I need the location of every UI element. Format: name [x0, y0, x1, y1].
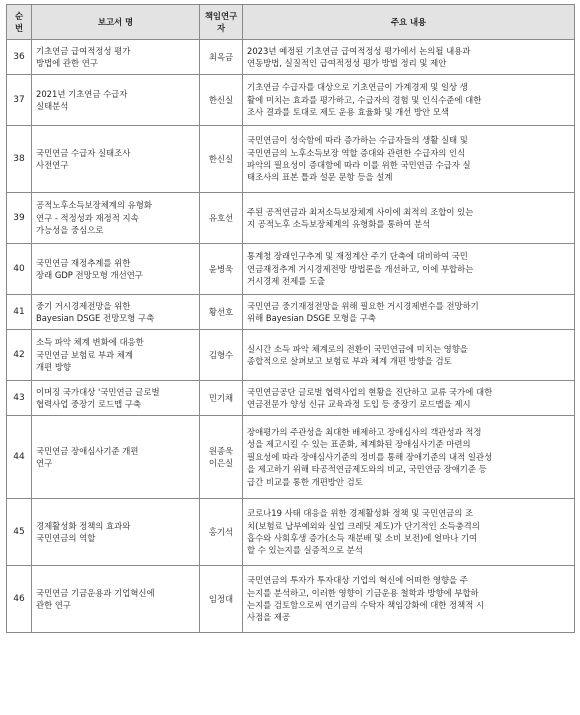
- table-header-row: [7, 5, 575, 40]
- report-summary-line: 활에 미치는 효과를 평가하고, 수급자의 경험 및 인식수준에 대한: [247, 94, 482, 105]
- header-number: 순번: [7, 5, 32, 40]
- table-row: [7, 566, 575, 633]
- report-summary-line: 2023년 예정된 기초연금 급여적정성 평가에서 논의될 내용과: [247, 45, 471, 56]
- report-table: [6, 4, 575, 633]
- report-summary-line: 주된 공적연금과 최저소득보장체계 사이에 최적의 조합이 있는: [247, 206, 474, 217]
- row-number: 36: [7, 40, 32, 75]
- report-summary-line: 연동방법, 실질적인 급여적정성 평가 방법 정리 및 제안: [247, 58, 447, 68]
- report-summary-line: 급간 비교를 통한 개편방안 검토: [247, 476, 363, 487]
- report-summary: [243, 499, 575, 566]
- report-author: [200, 416, 243, 499]
- report-summary-line: 는지를 검토함으로써 연기금의 수탁자 책임강화에 대한 정책적 시: [247, 600, 485, 610]
- table-row: [7, 499, 575, 566]
- report-author: [200, 193, 243, 244]
- report-summary-line: 국민연금 중기재정전망을 위해 필요한 거시경제변수를 전망하기: [247, 300, 479, 311]
- report-author-line: 민기채: [208, 392, 234, 403]
- report-summary: [243, 126, 575, 193]
- report-author: [200, 295, 243, 330]
- report-summary-line: 연금전문가 양성 신규 교육과정 도입 등 중장기 로드맵을 제시: [247, 399, 471, 409]
- table-row: [7, 295, 575, 330]
- report-summary-line: 는지를 분석하고, 이러한 영향이 기금운용 철학과 방향에 부합하: [247, 587, 479, 598]
- report-summary-line: 기초연금 수급자를 대상으로 기초연금이 가계경제 및 일상 생: [247, 82, 468, 93]
- report-title-line: 경제활성화 정책의 효과와: [36, 520, 131, 531]
- report-author-line: 홍기석: [208, 526, 234, 537]
- header-content: 주요 내용: [243, 5, 575, 40]
- report-summary-line: 국민연금의 투자가 투자대상 기업의 혁신에 어떠한 영향을 주: [247, 575, 468, 586]
- report-title: [32, 416, 200, 499]
- report-summary: [243, 295, 575, 330]
- report-summary-line: 국민연금의 노후소득보장 역할 증대와 관련한 수급자의 인식: [247, 147, 466, 158]
- report-summary-line: 지 공적노후 소득보장체계의 유형화를 통하여 분석: [247, 219, 431, 229]
- row-number: 40: [7, 244, 32, 295]
- report-title-line: 국민연금의 역할: [36, 533, 96, 543]
- row-number: 43: [7, 381, 32, 416]
- report-summary-line: 종합적으로 살펴보고 보험료 부과 체계 개편 방향을 검토: [247, 356, 452, 366]
- report-summary-line: 국민연금공단 글로벌 협력사업의 현황을 진단하고 교류 국가에 대한: [247, 386, 493, 397]
- report-title: [32, 330, 200, 381]
- report-author: [200, 330, 243, 381]
- report-author-line: 한신실: [208, 153, 234, 164]
- report-title-line: 국민연금 장애심사기준 개편: [36, 445, 139, 456]
- table-row: [7, 244, 575, 295]
- report-summary-line: 치(보험료 납부예외와 실업 크레딧 제도)가 단기적인 소득충격의: [247, 520, 480, 531]
- table-row: [7, 381, 575, 416]
- report-summary-line: 실시간 소득 파악 체계로의 전환이 국민연금에 미치는 영향을: [247, 343, 468, 354]
- report-title: [32, 193, 200, 244]
- report-title-line: 기초연금 급여적정성 평가: [36, 45, 131, 56]
- report-summary-line: 통계청 장래인구추계 및 재정계산 주기 단축에 대비하여 국민: [247, 251, 468, 262]
- report-title-line: 연구 - 적정성과 재정적 지속: [36, 212, 139, 223]
- report-summary-line: 파악의 필요성이 증대함에 따라 이를 위한 국민연금 수급자 실: [247, 160, 471, 170]
- report-author-line: 윤병욱: [208, 263, 234, 274]
- report-summary: [243, 244, 575, 295]
- report-summary-line: 을 제고하기 위해 타공적연금제도와의 비교, 국민연금 장애기준 등: [247, 464, 487, 475]
- report-title: [32, 40, 200, 75]
- report-summary: [243, 75, 575, 126]
- report-title: [32, 566, 200, 633]
- report-author: [200, 244, 243, 295]
- header-author: 책임연구자: [200, 5, 243, 40]
- report-summary-line: 할 수 있는지를 실증적으로 분석: [247, 545, 363, 556]
- report-title: [32, 499, 200, 566]
- report-summary-line: 장애평가의 주관성을 최대한 배제하고 장애심사의 객관성과 적정: [247, 426, 482, 437]
- report-summary-line: 국민연금이 성숙함에 따라 증가하는 수급자들의 생활 실태 및: [247, 135, 468, 146]
- row-number: 37: [7, 75, 32, 126]
- table-body: [7, 40, 575, 633]
- report-summary: [243, 381, 575, 416]
- report-title-line: 공적노후소득보장체계의 유형화: [36, 200, 152, 211]
- header-report-title: 보고서 명: [32, 5, 200, 40]
- table-row: [7, 126, 575, 193]
- report-author: [200, 566, 243, 633]
- report-summary-line: 태조사의 표본 틀과 설문 문항 등을 설계: [247, 172, 393, 183]
- report-summary-line: 사점을 제공: [247, 612, 291, 623]
- report-author: [200, 40, 243, 75]
- report-summary: [243, 40, 575, 75]
- report-title-line: 국민연금 재정추계를 위한: [36, 257, 131, 268]
- report-author-line: 한신실: [208, 94, 234, 105]
- report-summary-line: 필요성에 따라 장애심사기준의 정비를 통해 장애기준의 내적 일관성: [247, 451, 493, 462]
- row-number: 38: [7, 126, 32, 193]
- report-summary-line: 위해 Bayesian DSGE 모형을 구축: [247, 313, 376, 323]
- report-author: [200, 75, 243, 126]
- report-title-line: 중기 거시경제전망을 위한: [36, 300, 131, 311]
- report-title-line: 관한 연구: [36, 600, 72, 610]
- report-author-line: 유호선: [208, 212, 234, 223]
- report-title-line: 협력사업 중장기 로드맵 구축: [36, 399, 142, 409]
- report-author-line: 김형수: [208, 349, 234, 360]
- report-summary: [243, 330, 575, 381]
- report-summary: [243, 193, 575, 244]
- report-title: [32, 75, 200, 126]
- report-title-line: 개편 방향: [36, 362, 72, 373]
- report-author: [200, 381, 243, 416]
- report-summary-line: 흡수와 사회후생 증가(소득 재분배 및 소비 보전)에 얼마나 기여: [247, 533, 478, 543]
- report-table-container: [6, 4, 574, 633]
- report-author-line: 황선호: [208, 306, 234, 317]
- report-title: [32, 381, 200, 416]
- report-title-line: 사전연구: [36, 160, 69, 170]
- row-number: 41: [7, 295, 32, 330]
- report-author-line: 임정대: [208, 593, 234, 604]
- table-row: [7, 416, 575, 499]
- report-summary-line: 성을 제고시킬 수 있는 표준화, 체계화된 장애심사기준 마련의: [247, 439, 471, 450]
- table-row: [7, 40, 575, 75]
- report-title: [32, 244, 200, 295]
- table-row: [7, 193, 575, 244]
- report-title: [32, 126, 200, 193]
- report-title-line: Bayesian DSGE 전망모형 구축: [36, 313, 155, 323]
- report-title-line: 실태분석: [36, 101, 69, 111]
- report-title: [32, 295, 200, 330]
- report-author-line: 최옥금: [208, 51, 234, 62]
- report-summary: [243, 566, 575, 633]
- report-title-line: 2021년 기초연금 수급자: [36, 88, 128, 99]
- row-number: 45: [7, 499, 32, 566]
- report-title-line: 소득 파악 체계 변화에 대응한: [36, 337, 144, 348]
- row-number: 44: [7, 416, 32, 499]
- row-number: 42: [7, 330, 32, 381]
- report-summary-line: 연금재정추계 거시경제전망 방법론을 개선하고, 이에 부합하는: [247, 263, 474, 274]
- row-number: 39: [7, 193, 32, 244]
- report-author-line: 이은실: [208, 458, 234, 468]
- report-title-line: 연구: [36, 458, 53, 468]
- report-title-line: 가능성을 중심으로: [36, 225, 104, 236]
- report-author: [200, 126, 243, 193]
- report-title-line: 방법에 관한 연구: [36, 58, 98, 68]
- row-number: 46: [7, 566, 32, 633]
- report-title-line: 장래 GDP 전망모형 개선연구: [36, 270, 143, 280]
- report-summary-line: 코로나19 사태 대응을 위한 경제활성화 정책 및 국민연금의 조: [247, 508, 474, 519]
- report-summary-line: 거시경제 전제를 도출: [247, 276, 326, 287]
- table-row: [7, 75, 575, 126]
- report-title-line: 이머징 국가대상 '국민연금 글로벌: [36, 386, 160, 397]
- report-author-line: 원종욱: [208, 445, 234, 456]
- report-summary: [243, 416, 575, 499]
- table-row: [7, 330, 575, 381]
- report-summary-line: 조사 결과를 토대로 제도 운용 효율화 및 개선 방안 모색: [247, 107, 449, 118]
- report-title-line: 국민연금 보험료 부과 체계: [36, 349, 133, 360]
- report-title-line: 국민연금 수급자 실태조사: [36, 147, 131, 158]
- report-author: [200, 499, 243, 566]
- report-title-line: 국민연금 기금운용과 기업혁신에: [36, 587, 155, 598]
